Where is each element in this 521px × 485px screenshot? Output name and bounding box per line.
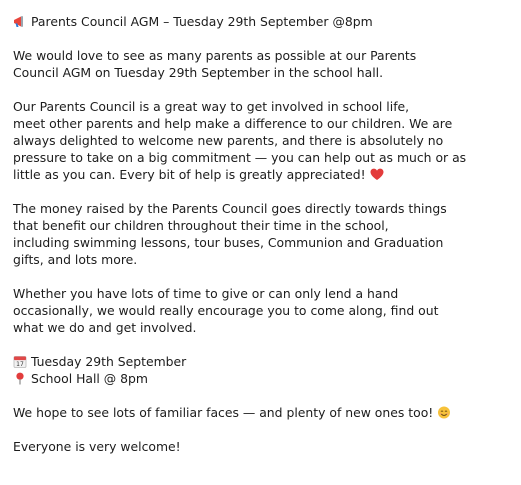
intro-paragraph: [13, 47, 513, 81]
about-line: little as you can. Every bit of help is greatly appreciated!: [13, 167, 366, 182]
money-paragraph: [13, 200, 513, 268]
about-line: Our Parents Council is a great way to get involved in school life,: [13, 99, 410, 114]
about-line: always delighted to welcome new parents, and there is absolutely no: [13, 133, 444, 148]
about-line: pressure to take on a big commitment — you can help out as much or as: [13, 150, 467, 165]
closing-paragraph: [13, 438, 513, 455]
money-line: that benefit our children throughout their time in the school,: [13, 218, 389, 233]
event-details: [13, 353, 513, 387]
facebook-post-body: [13, 13, 513, 472]
event-location: School Hall @ 8pm: [31, 371, 148, 386]
encourage-line: Whether you have lots of time to give or can only lend a hand: [13, 286, 399, 301]
encourage-paragraph: [13, 285, 513, 336]
calendar-icon: [13, 355, 27, 368]
money-line: The money raised by the Parents Council goes directly towards things: [13, 201, 447, 216]
red-heart-icon: [370, 168, 384, 181]
intro-line: We would love to see as many parents as possible at our Parents: [13, 48, 417, 63]
about-paragraph: [13, 98, 513, 183]
svg-text:17: 17: [16, 361, 24, 368]
round-pushpin-icon: [13, 372, 27, 385]
post-title-paragraph: [13, 13, 513, 30]
event-date: Tuesday 29th September: [31, 354, 187, 369]
hope-text: We hope to see lots of familiar faces — and plenty of new ones too!: [13, 405, 434, 420]
post-title: Parents Council AGM – Tuesday 29th September @8pm: [31, 14, 373, 29]
closing-text: Everyone is very welcome!: [13, 439, 181, 454]
money-line: including swimming lessons, tour buses, Communion and Graduation: [13, 235, 444, 250]
megaphone-icon: [13, 15, 27, 28]
encourage-line: occasionally, we would really encourage you to come along, find out: [13, 303, 439, 318]
encourage-line: what we do and get involved.: [13, 320, 197, 335]
about-line: meet other parents and help make a difference to our children. We are: [13, 116, 453, 131]
money-line: gifts, and lots more.: [13, 252, 138, 267]
smiling-face-icon: [437, 406, 451, 419]
intro-line: Council AGM on Tuesday 29th September in the school hall.: [13, 65, 384, 80]
hope-paragraph: [13, 404, 513, 421]
